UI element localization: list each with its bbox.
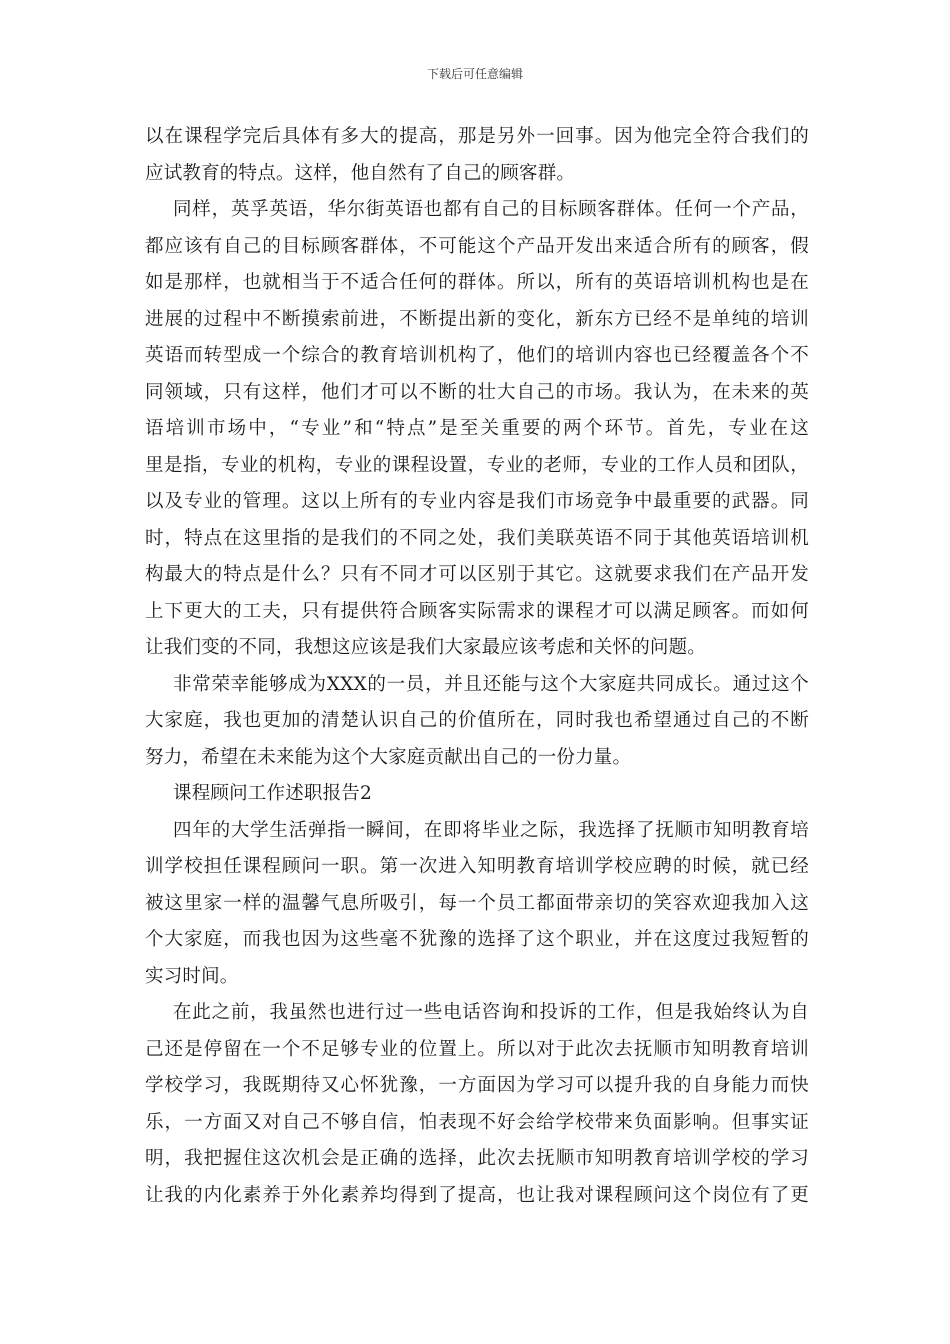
text-line: 明，我把握住这次机会是正确的选择，此次去抚顺市知明教育培训学校的学习 [145,1148,809,1169]
text-line: 让我们变的不同，我想这应该是我们大家最应该考虑和关怀的问题。 [145,637,707,658]
text-line: 训学校担任课程顾问一职。第一次进入知明教育培训学校应聘的时候，就已经 [145,856,809,877]
text-line: 英语而转型成一个综合的教育培训机构了，他们的培训内容也已经覆盖各个不 [145,345,809,366]
text-line: 构最大的特点是什么？只有不同才可以区别于其它。这就要求我们在产品开发 [145,564,809,585]
text-line: 上下更大的工夫，只有提供符合顾客实际需求的课程才可以满足顾客。而如何 [145,600,809,622]
text-line: 努力，希望在未来能为这个大家庭贡献出自己的一份力量。 [145,746,632,768]
text-line: 以及专业的管理。这以上所有的专业内容是我们市场竞争中最重要的武器。同 [145,491,809,512]
text-line: 大家庭，我也更加的清楚认识自己的价值所在，同时我也希望通过自己的不断 [145,710,809,731]
text-line: 在此之前，我虽然也进行过一些电话咨询和投诉的工作，但是我始终认为自 [173,1002,809,1023]
text-line: 四年的大学生活弹指一瞬间，在即将毕业之际，我选择了抚顺市知明教育培 [173,819,809,841]
text-line: 里是指，专业的机构，专业的课程设置，专业的老师，专业的工作人员和团队， [145,454,809,476]
text-line: 学校学习，我既期待又心怀犹豫，一方面因为学习可以提升我的自身能力而快 [145,1075,809,1096]
text-line: 同样，英孚英语，华尔街英语也都有自己的目标顾客群体。任何一个产品， [173,199,809,220]
document-body [145,119,809,1214]
text-line: 同领域，只有这样，他们才可以不断的壮大自己的市场。我认为，在未来的英 [145,381,809,403]
text-line: 应试教育的特点。这样，他自然有了自己的顾客群。 [145,162,576,184]
text-line: 被这里家一样的温馨气息所吸引，每一个员工都面带亲切的笑容欢迎我加入这 [145,892,809,914]
text-line: 时，特点在这里指的是我们的不同之处，我们美联英语不同于其他英语培训机 [145,527,809,549]
text-line: 己还是停留在一个不足够专业的位置上。所以对于此次去抚顺市知明教育培训 [145,1038,809,1060]
text-line: 实习时间。 [145,965,239,987]
text-line: 以在课程学完后具体有多大的提高，那是另外一回事。因为他完全符合我们的 [145,126,809,147]
text-line: 语培训市场中，“专业”和“特点”是至关重要的两个环节。首先，专业在这 [145,418,809,439]
text-line: 乐，一方面又对自己不够自信，怕表现不好会给学校带来负面影响。但事实证 [145,1111,809,1133]
text-line: 个大家庭，而我也因为这些毫不犹豫的选择了这个职业，并在这度过我短暂的 [145,929,809,950]
text-line: 让我的内化素养于外化素养均得到了提高，也让我对课程顾问这个岗位有了更 [145,1184,809,1206]
text-line: 进展的过程中不断摸索前进，不断提出新的变化，新东方已经不是单纯的培训 [145,308,809,330]
text-line: 课程顾问工作述职报告2 [173,783,372,804]
page-header-note: 下载后可任意编辑 [426,67,523,81]
text-line: 如是那样，也就相当于不适合任何的群体。所以，所有的英语培训机构也是在 [145,272,809,293]
text-line: 都应该有自己的目标顾客群体，不可能这个产品开发出来适合所有的顾客，假 [145,235,809,257]
text-line: 非常荣幸能够成为XXX的一员，并且还能与这个大家庭共同成长。通过这个 [173,673,809,695]
